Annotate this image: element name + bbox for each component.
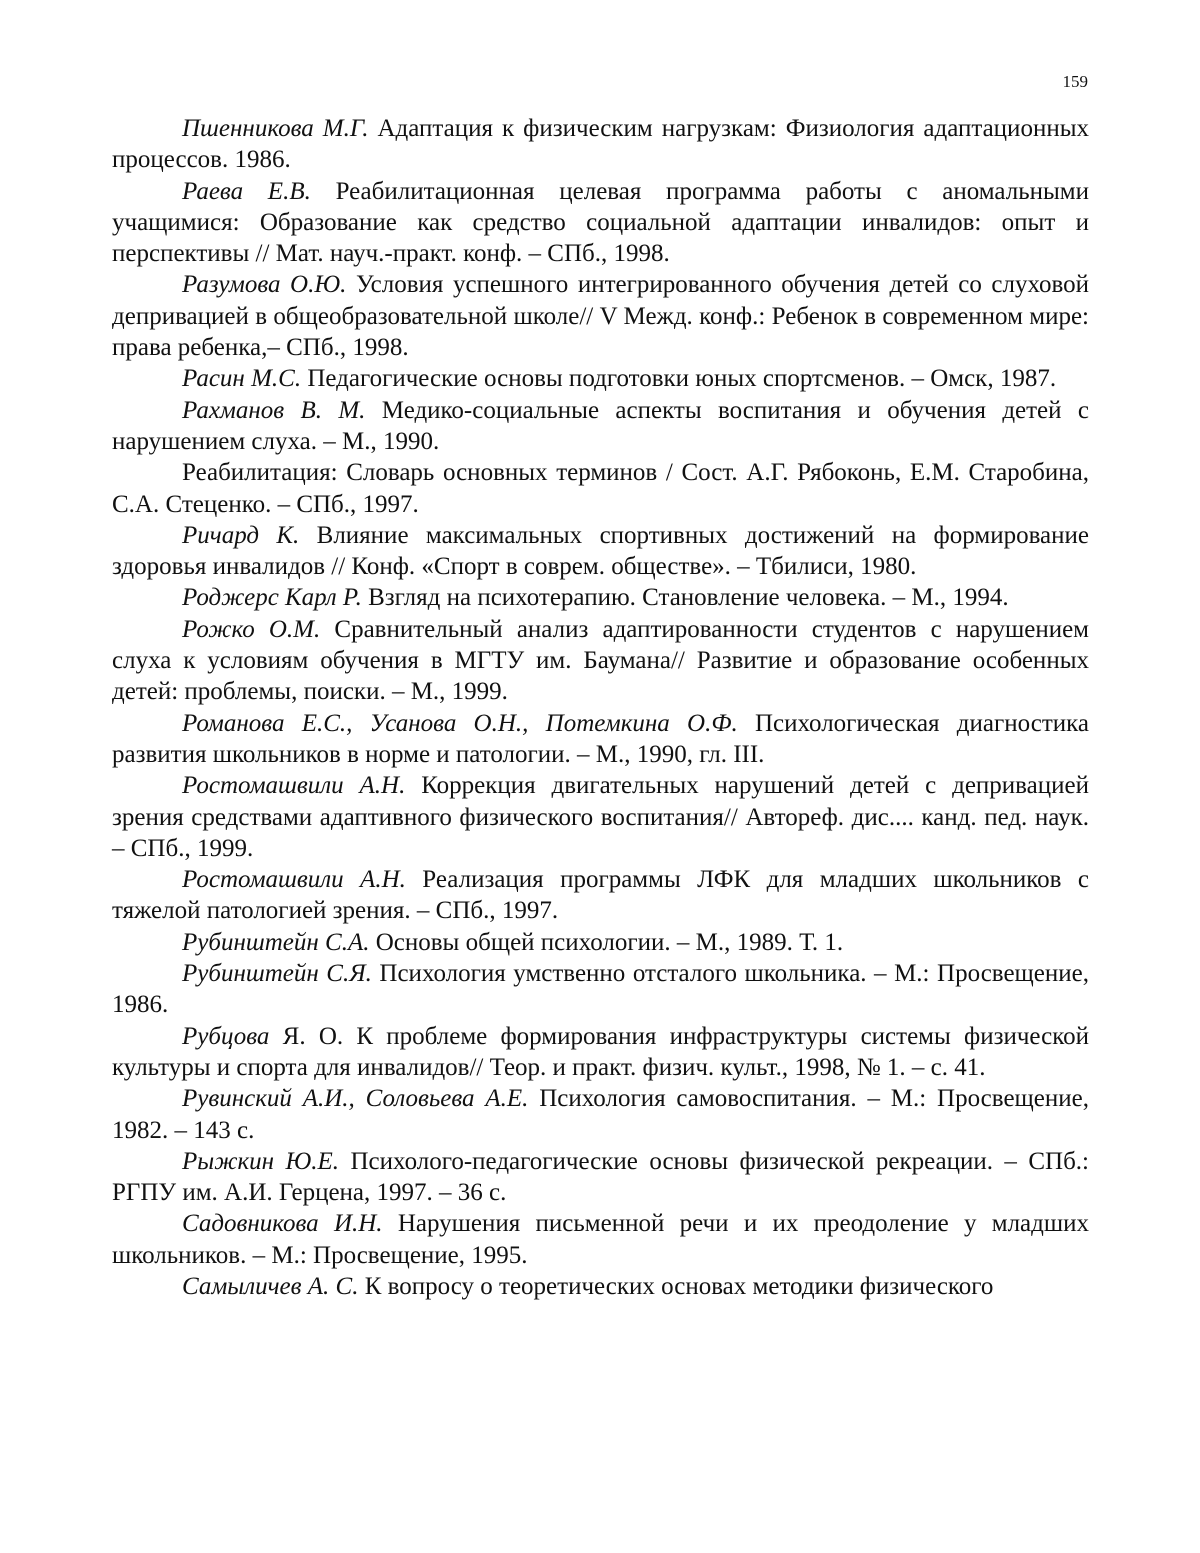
reference-author: Раева Е.В. bbox=[182, 177, 311, 205]
reference-item bbox=[112, 176, 1089, 270]
reference-item bbox=[112, 1083, 1089, 1146]
reference-text: Нарушения письменной речи и их преодоление у младших школьников. – М.: Просвещение, 1995. bbox=[112, 1210, 1089, 1269]
reference-text: Психология умственно отсталого школьника. – М.: Просвещение, 1986. bbox=[112, 960, 1089, 1019]
reference-author: Романова Е.С., Усанова О.Н., Потемкина О.Ф. bbox=[182, 709, 738, 737]
reference-item bbox=[112, 520, 1089, 583]
reference-author: Садовникова И.Н. bbox=[182, 1210, 383, 1238]
reference-text: Сравнительный анализ адаптированности студентов с нарушением слуха к условиям обучения в МГТУ им. Баумана// Развитие и образование особенных детей: проблемы, поиски. – М., 1999. bbox=[112, 615, 1089, 706]
reference-list bbox=[112, 113, 1089, 1302]
reference-text: Психология самовоспитания. – М.: Просвещение, 1982. – 143 с. bbox=[112, 1085, 1089, 1144]
reference-author: Рубинштейн С.Я. bbox=[182, 960, 372, 988]
reference-author: Роджерс Карл Р. bbox=[182, 584, 362, 612]
reference-item bbox=[112, 770, 1089, 864]
reference-text: Условия успешного интегрированного обучения детей со слуховой депривацией в общеобразовательной школе// V Межд. конф.: Ребенок в современном мире: права ребенка,– СПб., 1998. bbox=[112, 271, 1090, 362]
reference-item bbox=[112, 582, 1089, 613]
reference-text: Реабилитационная целевая программа работы с аномальными учащимися: Образование как средство социальной адаптации инвалидов: опыт и перспективы // Мат. науч.-практ. конф. – СПб., 1998. bbox=[112, 177, 1089, 268]
reference-text: Основы общей психологии. – М., 1989. Т. 1. bbox=[369, 928, 844, 956]
reference-author: Рубинштейн С.А. bbox=[182, 928, 370, 956]
reference-item bbox=[112, 1021, 1089, 1084]
reference-author: Самыличев А. С. bbox=[182, 1272, 359, 1300]
reference-item bbox=[112, 708, 1089, 771]
reference-author: Пшенникова М.Г. bbox=[182, 115, 369, 142]
reference-author: Рувинский А.И., Соловьева А.Е. bbox=[182, 1085, 529, 1113]
reference-author: Ростомашвили А.Н. bbox=[182, 772, 406, 800]
reference-item bbox=[112, 269, 1089, 363]
reference-text: Реализация программы ЛФК для младших школьников с тяжелой патологией зрения. – СПб., 1997. bbox=[112, 866, 1089, 925]
reference-text: Взгляд на психотерапию. Становление человека. – М., 1994. bbox=[361, 584, 1009, 612]
reference-item bbox=[112, 958, 1089, 1021]
reference-author: Рубцова bbox=[182, 1022, 270, 1050]
reference-item bbox=[112, 1271, 1089, 1302]
reference-author: Расин М.С. bbox=[182, 365, 302, 393]
reference-text: К вопросу о теоретических основах методики физического bbox=[358, 1272, 994, 1300]
reference-item bbox=[112, 614, 1089, 708]
page-number: 159 bbox=[1062, 72, 1088, 91]
reference-author: Разумова О.Ю. bbox=[182, 271, 347, 299]
reference-item bbox=[112, 457, 1089, 520]
reference-item bbox=[112, 113, 1089, 176]
reference-text: Реабилитация: Словарь основных терминов / Сост. А.Г. Рябоконь, Е.М. Старобина, С.А. Стеценко. – СПб., 1997. bbox=[112, 459, 1089, 518]
reference-author: Рыжкин Ю.Е. bbox=[182, 1147, 340, 1175]
reference-text: Психологическая диагностика развития школьников в норме и патологии. – М., 1990, гл. III. bbox=[112, 709, 1090, 768]
reference-text: Психолого-педагогические основы физической рекреации. – СПб.: РГПУ им. А.И. Герцена, 1997. – 36 с. bbox=[112, 1147, 1089, 1207]
reference-item bbox=[112, 927, 1089, 958]
reference-item bbox=[112, 363, 1089, 394]
reference-text: Адаптация к физическим нагрузкам: Физиология адаптационных процессов. 1986. bbox=[112, 115, 1089, 174]
reference-author: Ростомашвили А.Н. bbox=[182, 866, 406, 894]
reference-item bbox=[112, 395, 1089, 458]
reference-author: Ричард К. bbox=[182, 521, 300, 549]
reference-author: Рожко О.М. bbox=[182, 615, 321, 643]
reference-item bbox=[112, 1208, 1089, 1271]
reference-text: Я. О. К проблеме формирования инфраструктуры системы физической культуры и спорта для инвалидов// Теор. и практ. физич. культ., 1998, № 1. – с. 41. bbox=[112, 1022, 1089, 1081]
reference-text: Влияние максимальных спортивных достижений на формирование здоровья инвалидов // Конф. «Спорт в соврем. обществе». – Тбилиси, 1980. bbox=[112, 521, 1089, 581]
reference-text: Педагогические основы подготовки юных спортсменов. – Омск, 1987. bbox=[301, 365, 1057, 393]
reference-text: Медико-социальные аспекты воспитания и обучения детей с нарушением слуха. – М., 1990. bbox=[112, 396, 1089, 455]
reference-item bbox=[112, 864, 1089, 927]
reference-item bbox=[112, 1146, 1089, 1209]
reference-author: Рахманов В. М. bbox=[182, 396, 366, 424]
reference-text: Коррекция двигательных нарушений детей с депривацией зрения средствами адаптивного физического воспитания// Автореф. дис.... канд. пед. наук. – СПб., 1999. bbox=[112, 772, 1089, 862]
